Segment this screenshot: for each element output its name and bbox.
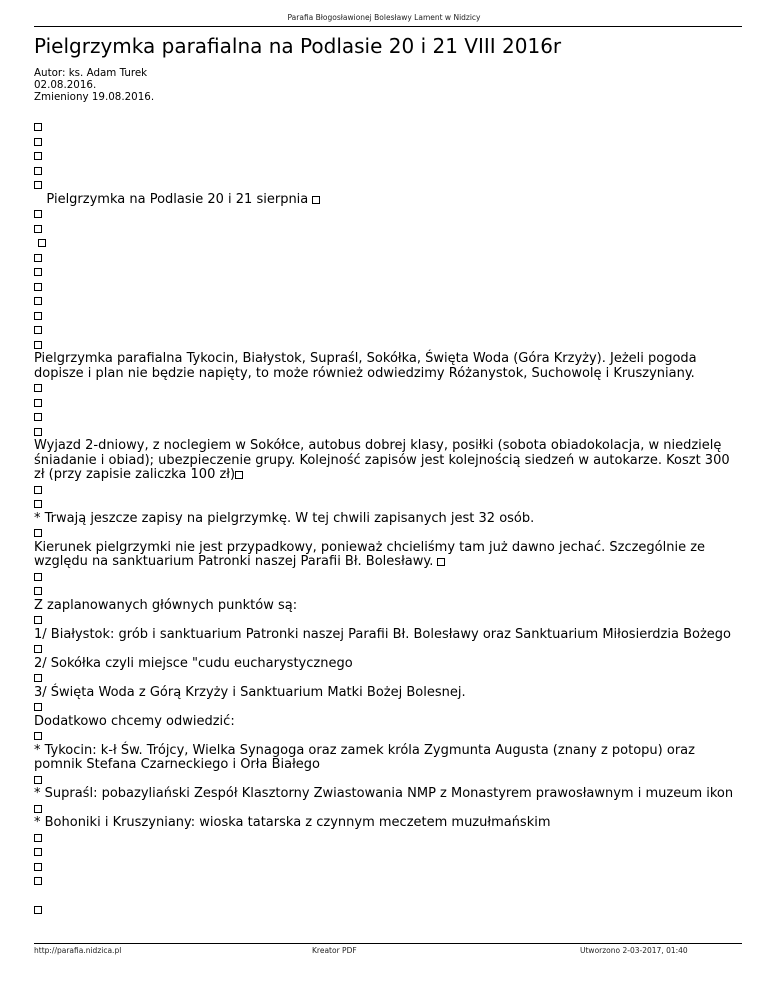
point-2: 2/ Sokółka czyli miejsce "cudu eucharystycznego <box>34 655 353 671</box>
footer-generator: Kreator PDF <box>312 946 357 955</box>
missing-glyph-icon <box>34 152 42 160</box>
missing-glyph-icon <box>38 239 46 247</box>
modified-date: Zmieniony 19.08.2016. <box>34 91 155 103</box>
missing-glyph-icon <box>34 616 42 624</box>
missing-glyph-icon <box>34 341 42 349</box>
missing-glyph-icon <box>34 848 42 856</box>
footer-url: http://parafia.nidzica.pl <box>34 946 122 955</box>
missing-glyph-icon <box>34 500 42 508</box>
missing-glyph-icon <box>34 645 42 653</box>
missing-glyph-icon <box>34 181 42 189</box>
extra-3: * Bohoniki i Kruszyniany: wioska tatarska z czynnym meczetem muzułmańskim <box>34 815 551 830</box>
trip-info-paragraph <box>34 439 734 483</box>
missing-glyph-icon <box>34 326 42 334</box>
created-date: 02.08.2016. <box>34 79 97 91</box>
author-line: Autor: ks. Adam Turek <box>34 67 148 79</box>
missing-glyph-icon <box>34 877 42 885</box>
article-subtitle: Pielgrzymka na Podlasie 20 i 21 sierpnia <box>46 191 309 207</box>
header-divider <box>34 26 742 27</box>
missing-glyph-icon <box>34 776 42 784</box>
missing-glyph-icon <box>34 210 42 218</box>
missing-glyph-icon <box>34 283 42 291</box>
site-header: Parafia Błogosławionej Bolesławy Lament w Nidzicy <box>287 13 481 22</box>
missing-glyph-icon <box>34 428 42 436</box>
missing-glyph-icon <box>34 268 42 276</box>
missing-glyph-icon <box>34 529 42 537</box>
missing-glyph-icon <box>34 254 42 262</box>
missing-glyph-icon <box>34 297 42 305</box>
missing-glyph-icon <box>34 486 42 494</box>
missing-glyph-icon <box>34 413 42 421</box>
missing-glyph-icon <box>34 312 42 320</box>
missing-glyph-icon <box>34 674 42 682</box>
subtitle-line <box>34 193 734 208</box>
missing-glyph-icon <box>34 573 42 581</box>
missing-glyph-icon <box>34 384 42 392</box>
missing-glyph-icon <box>34 399 42 407</box>
missing-glyph-icon <box>34 906 42 914</box>
trip-info-text: Wyjazd 2-dniowy, z noclegiem w Sokółce, autobus dobrej klasy, posiłki (sobota obiadokolacja, w niedzielę śniadanie i obiad); ubezpieczenie grupy. Kolejność zapisów jest kolejnością siedzeń w autokarze. Koszt 300 zł (przy zapisie zaliczka 100 zł) <box>34 438 730 482</box>
missing-glyph-icon <box>34 225 42 233</box>
missing-glyph-icon <box>34 703 42 711</box>
extra-heading: Dodatkowo chcemy odwiedzić: <box>34 713 235 729</box>
article-title: Pielgrzymka parafialna na Podlasie 20 i 21 VIII 2016r <box>34 34 562 58</box>
point-1: 1/ Białystok: grób i sanktuarium Patronki naszej Parafii Bł. Bolesławy oraz Sanktuarium Miłosierdzia Bożego <box>34 626 731 642</box>
extra-2: * Supraśl: pobazyliański Zespół Klasztorny Zwiastowania NMP z Monastyrem prawosławnym i muzeum ikon <box>34 786 734 801</box>
point-3: 3/ Święta Woda z Górą Krzyży i Sanktuarium Matki Bożej Bolesnej. <box>34 684 466 700</box>
direction-paragraph <box>34 541 734 570</box>
missing-glyph-icon <box>235 471 243 479</box>
extra-1: * Tykocin: k-ł Św. Trójcy, Wielka Synagoga oraz zamek króla Zygmunta Augusta (znany z potopu) oraz pomnik Stefana Czarneckiego i Orła Białego <box>34 742 695 772</box>
signups-paragraph: * Trwają jeszcze zapisy na pielgrzymkę. W tej chwili zapisanych jest 32 osób. <box>34 510 535 526</box>
intro-paragraph: Pielgrzymka parafialna Tykocin, Białystok, Supraśl, Sokółka, Święta Woda (Góra Krzyży). Jeżeli pogoda dopisze i plan nie będzie napięty, to może również odwiedzimy Różanystok, Suchowolę i Kruszyniany. <box>34 351 697 381</box>
missing-glyph-icon <box>312 196 320 204</box>
missing-glyph-icon <box>34 123 42 131</box>
missing-glyph-icon <box>34 834 42 842</box>
direction-text: Kierunek pielgrzymki nie jest przypadkowy, ponieważ chcieliśmy tam już dawno jechać. Szczególnie ze względu na sanktuarium Patronki naszej Parafii Bł. Bolesławy. <box>34 539 706 569</box>
missing-glyph-icon <box>34 587 42 595</box>
article-meta <box>34 67 154 103</box>
footer-divider <box>34 943 742 944</box>
article-body <box>34 120 734 918</box>
missing-glyph-icon <box>34 805 42 813</box>
missing-glyph-icon <box>34 167 42 175</box>
footer-created: Utworzono 2-03-2017, 01:40 <box>580 946 688 955</box>
missing-glyph-icon <box>34 863 42 871</box>
main-points-heading: Z zaplanowanych głównych punktów są: <box>34 597 298 613</box>
missing-glyph-icon <box>437 558 445 566</box>
missing-glyph-icon <box>34 732 42 740</box>
missing-glyph-icon <box>34 138 42 146</box>
